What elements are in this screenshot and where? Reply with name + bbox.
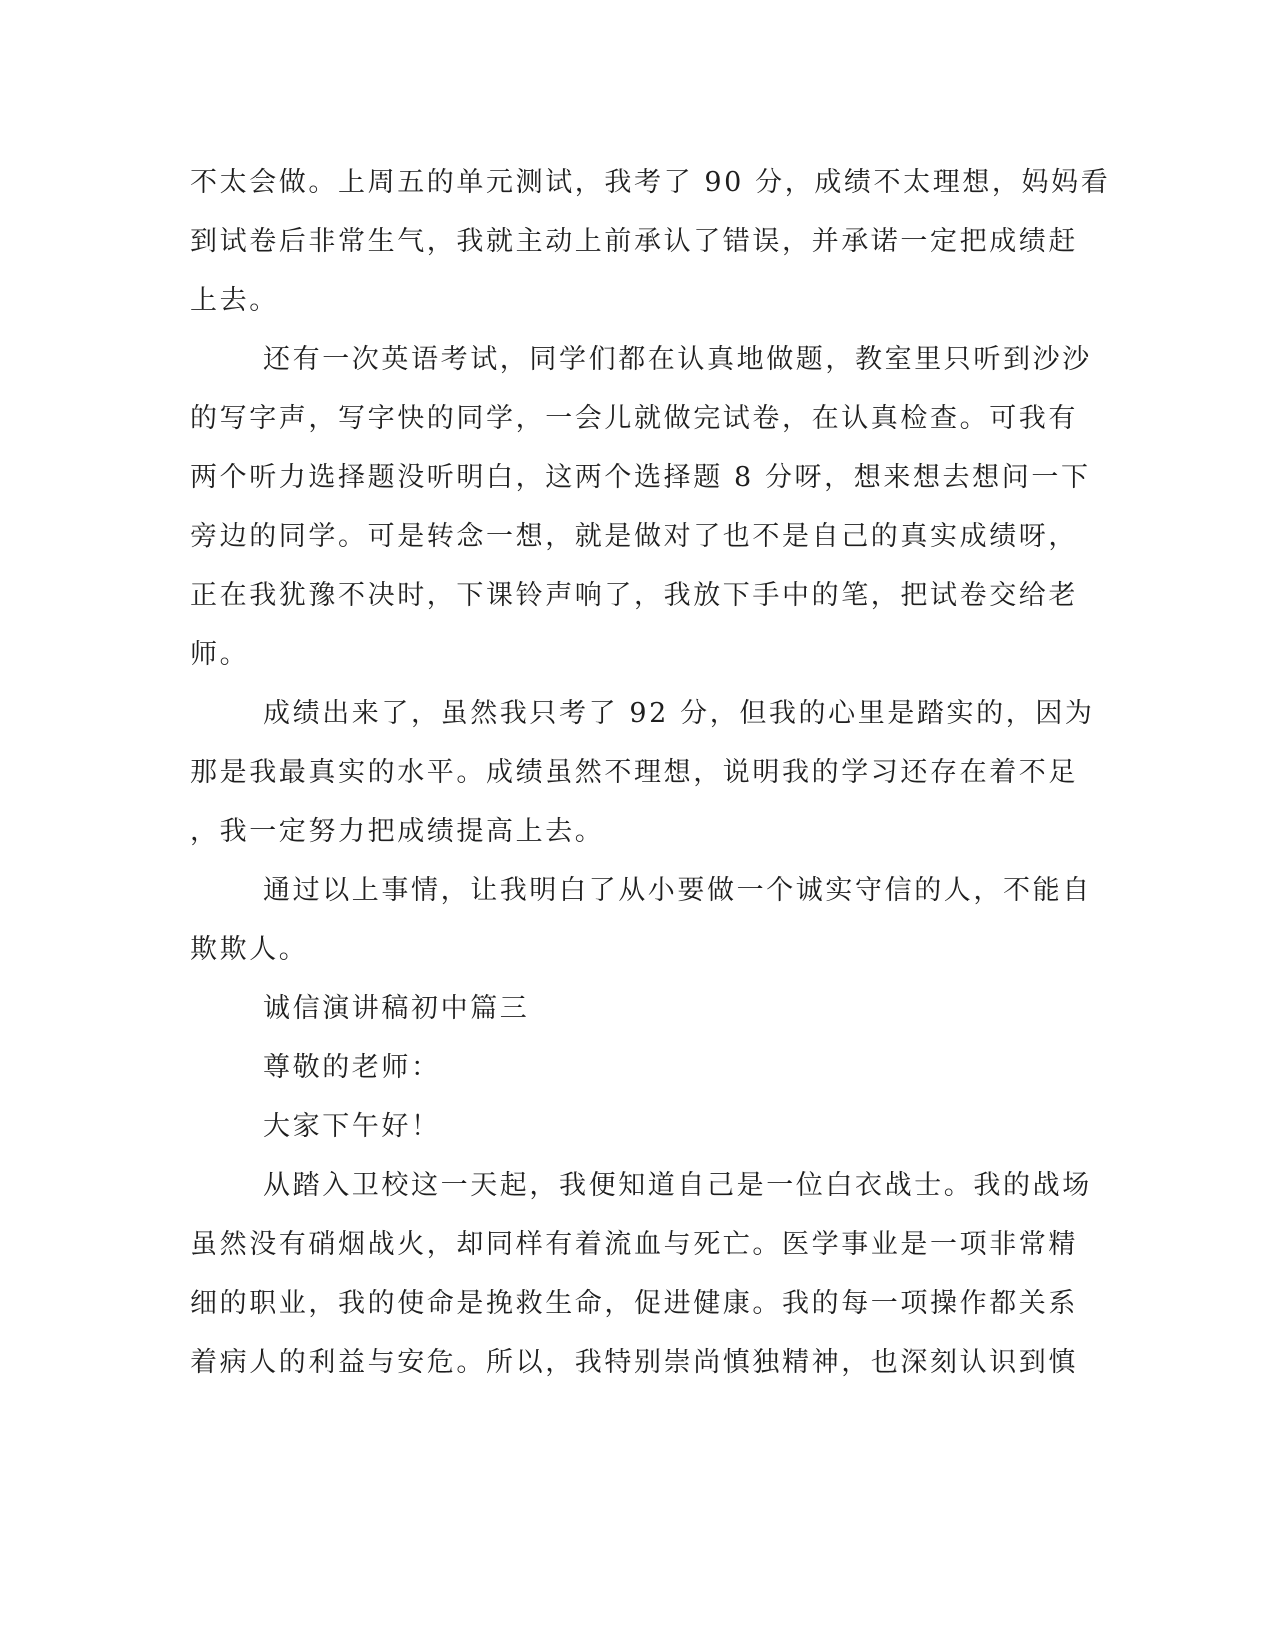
paragraph-line: 从踏入卫校这一天起，我便知道自己是一位白衣战士。我的战场 (263, 1170, 1092, 1201)
paragraph-line: 那是我最真实的水平。成绩虽然不理想，说明我的学习还存在着不足 (190, 757, 1078, 788)
paragraph-line: 的写字声，写字快的同学，一会儿就做完试卷，在认真检查。可我有 (190, 403, 1078, 434)
paragraph-line: 还有一次英语考试，同学们都在认真地做题，教室里只听到沙沙 (263, 344, 1092, 375)
greeting: 大家下午好！ (263, 1111, 441, 1142)
paragraph-line: 欺欺人。 (190, 934, 309, 965)
paragraph-line: 虽然没有硝烟战火，却同样有着流血与死亡。医学事业是一项非常精 (190, 1229, 1078, 1260)
paragraph-line: 到试卷后非常生气，我就主动上前承认了错误，并承诺一定把成绩赶 (190, 226, 1078, 257)
paragraph-line: 不太会做。上周五的单元测试，我考了 90 分，成绩不太理想，妈妈看 (190, 167, 1111, 198)
paragraph-line: 正在我犹豫不决时，下课铃声响了，我放下手中的笔，把试卷交给老 (190, 580, 1078, 611)
paragraph-line: 细的职业，我的使命是挽救生命，促进健康。我的每一项操作都关系 (190, 1288, 1078, 1319)
paragraph-line: 师。 (190, 639, 250, 670)
section-heading: 诚信演讲稿初中篇三 (263, 993, 530, 1024)
paragraph-line: 成绩出来了，虽然我只考了 92 分，但我的心里是踏实的，因为 (263, 698, 1095, 729)
salutation: 尊敬的老师： (263, 1052, 441, 1083)
paragraph-line: 通过以上事情，让我明白了从小要做一个诚实守信的人，不能自 (263, 875, 1092, 906)
paragraph-line: 两个听力选择题没听明白，这两个选择题 8 分呀，想来想去想问一下 (190, 462, 1091, 493)
paragraph-line: 旁边的同学。可是转念一想，就是做对了也不是自己的真实成绩呀， (190, 521, 1078, 552)
paragraph-line: ，我一定努力把成绩提高上去。 (190, 816, 605, 847)
paragraph-line: 上去。 (190, 285, 279, 316)
paragraph-line: 着病人的利益与安危。所以，我特别崇尚慎独精神，也深刻认识到慎 (190, 1347, 1078, 1378)
